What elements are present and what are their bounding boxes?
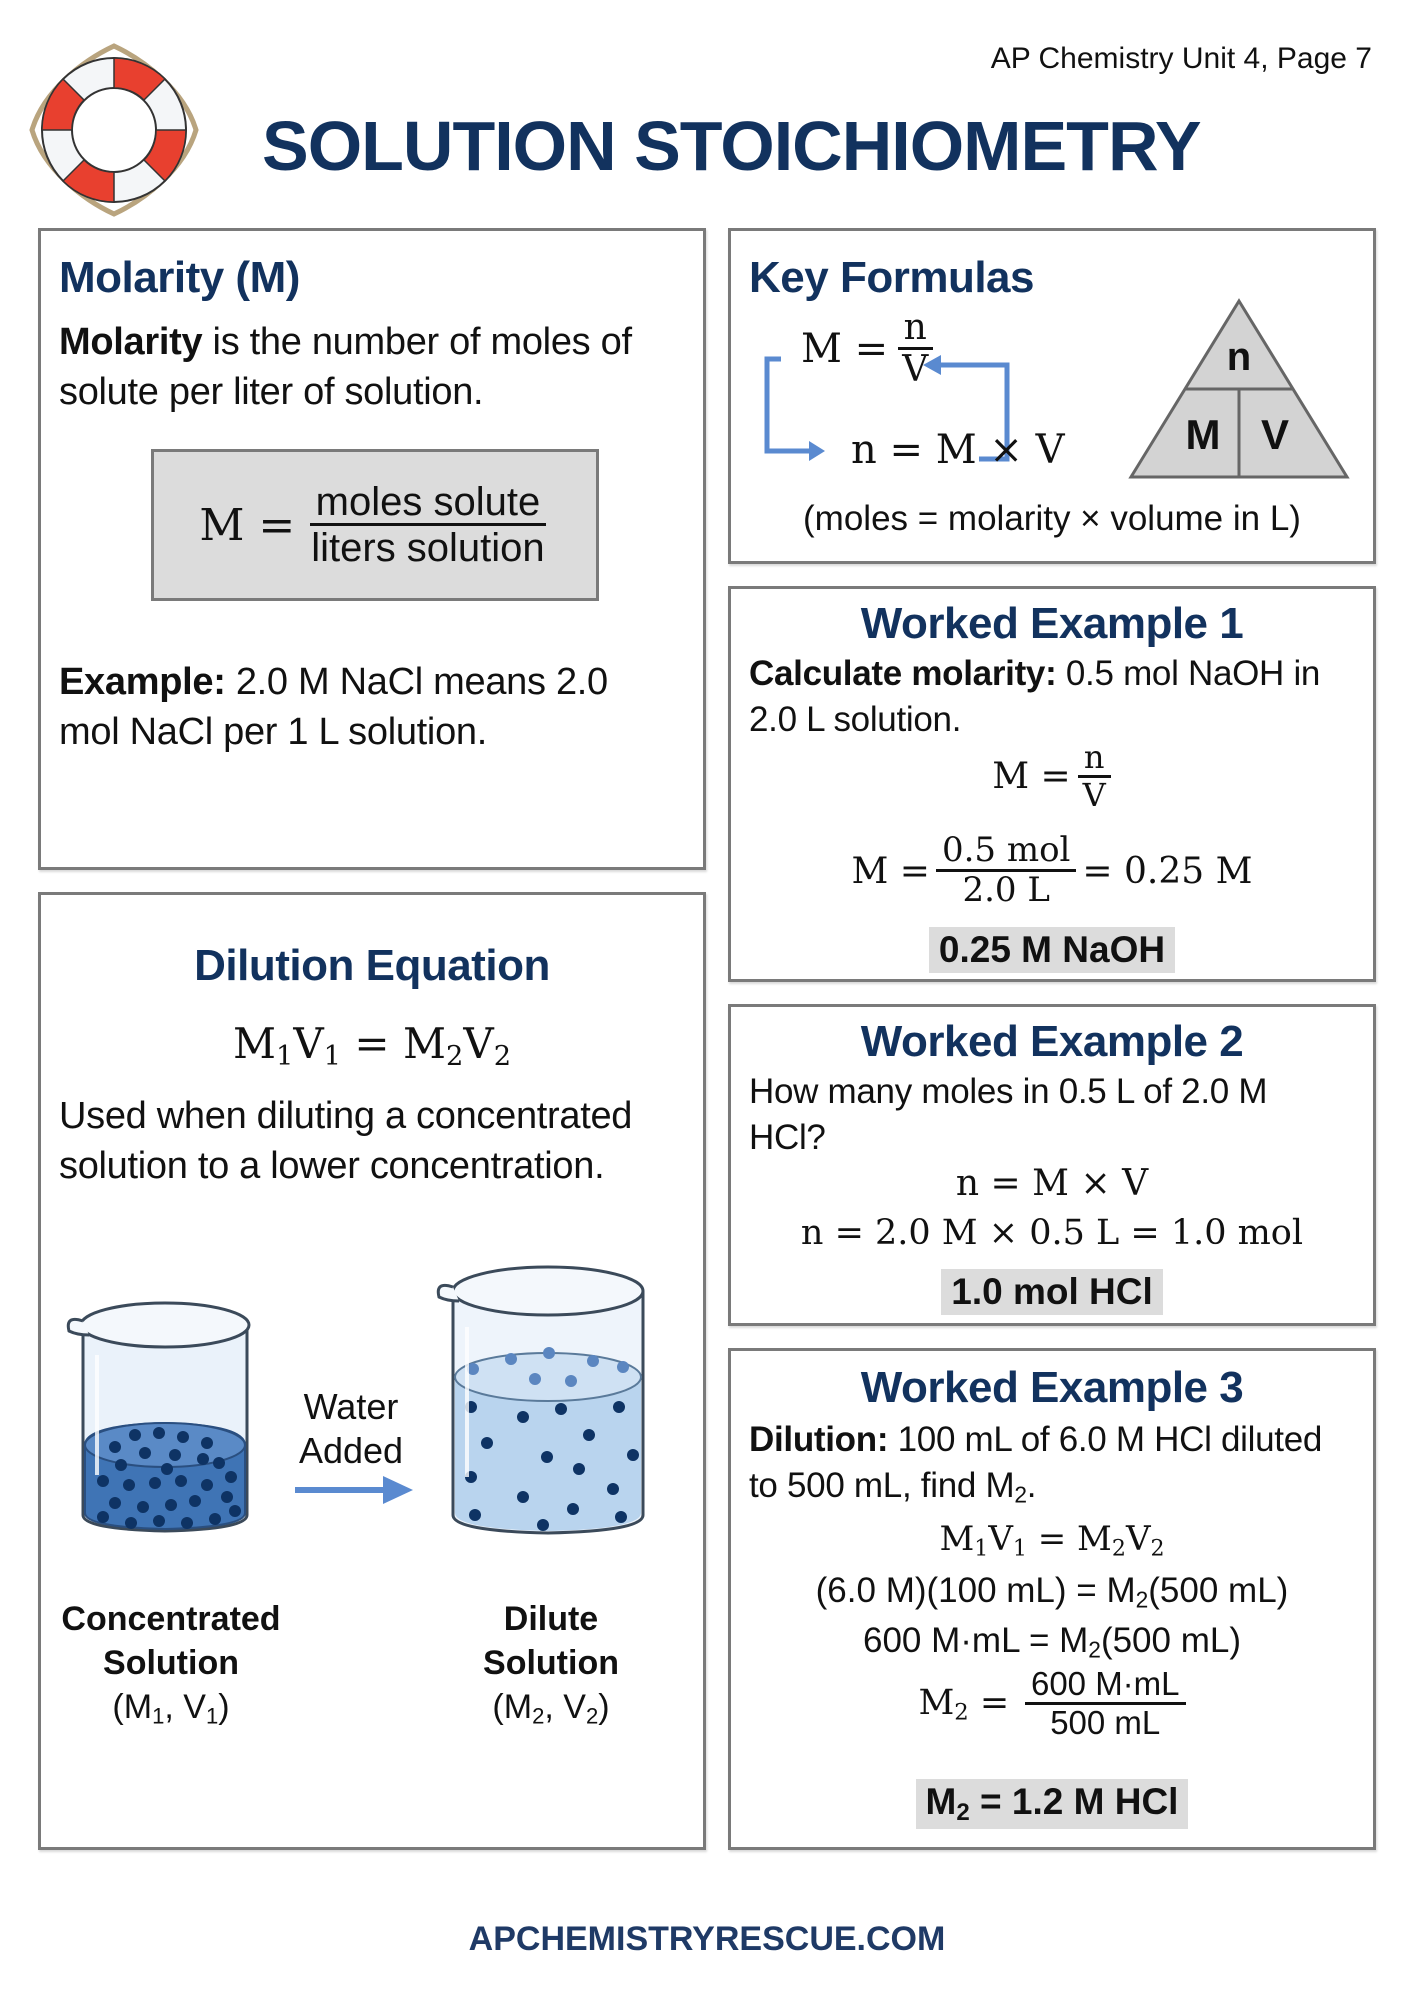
dilution-description: Used when diluting a concentrated solution to a lower concentration.: [59, 1095, 633, 1187]
definition-term: Molarity: [59, 321, 203, 363]
molarity-definition: Molarity is the number of moles of solute per liter of solution.: [59, 321, 632, 413]
example-3-step-3: 600 $M\cdot mL = M_2(500$ mL): [862, 1621, 1241, 1663]
molarity-panel: [38, 228, 706, 870]
example-1-prompt: Calculate molarity: 0.5 mol NaOH in 2.0 L solution.: [749, 654, 1321, 739]
example-2-answer: 1.0 mol HCl: [941, 1269, 1163, 1315]
dilute-vars: ($M_2$, $V_2$): [492, 1688, 610, 1729]
page-reference: AP Chemistry Unit 4, Page 7: [990, 42, 1372, 75]
example-3-step-1: $M_1V_1 = M_2V_2$: [939, 1519, 1165, 1562]
molarity-formula-box: M = $\frac{\text{moles solute}}{\text{liters solution}}$: [151, 449, 599, 601]
dilute-beaker-icon: [423, 1257, 673, 1537]
example-1-step-2: M = $\frac{\text{0.5 mol}}{2.0 L}$ = 0.25 M: [851, 830, 1253, 910]
example-2-prompt: How many moles in 0.5 L of 2.0 M HCl?: [749, 1072, 1268, 1157]
example-2-step-2: n = 2.0 M × 0.5 L = 1.0 mol: [800, 1213, 1304, 1253]
key-formulas-panel: [728, 228, 1376, 564]
formula-molarity: M = $\frac{n}{V}$: [801, 309, 934, 389]
molarity-fraction: $\frac{\text{moles solute}}{\text{liters solution}}$: [311, 479, 545, 570]
key-formulas-heading: Key Formulas: [749, 253, 1034, 302]
example-3-prompt: Dilution: 100 mL of 6.0 M HCl diluted to 500 mL, find $M_2$.: [749, 1420, 1323, 1508]
worked-example-2: Worked Example 2 How many moles in 0.5 L of 2.0 M HCl? n = M × V n = 2.0 M × 0.5 L = 1.0 mol 1.0 mol HCl: [728, 1004, 1376, 1326]
example-2-step-1: n = M × V: [955, 1163, 1149, 1204]
example-3-step-4: $M_2$ = $\frac{600 M\cdot mL}{500 mL}$: [731, 1667, 1373, 1741]
dilution-equation: $M_1V_1 = M_2V_2$: [232, 1019, 512, 1072]
worked-example-3: Worked Example 3 Dilution: 100 mL of 6.0 M HCl diluted to 500 mL, find $M_2$. $M_1V_1 = M_2V_2$ (6.0 M)(100 $mL) = M_2(500$ mL) 600 $M\cdot mL = M_2(500$ mL) $M_2$ = $\frac{600 M\cdot mL}{500 mL}$ $M_2 = 1.2$ M HCl: [728, 1348, 1376, 1850]
example-3-step-2: (6.0 M)(100 $mL) = M_2(500$ mL): [815, 1571, 1289, 1613]
formula-note: (moles = molarity × volume in L): [803, 499, 1301, 538]
example-1-step-1: M = $\frac{n}{V}$: [731, 741, 1373, 813]
example-3-answer: $M_2 = 1.2$ M HCl: [916, 1779, 1189, 1829]
molarity-example: Example: 2.0 M NaCl means 2.0 mol NaCl per 1 L solution.: [59, 661, 608, 753]
nmv-triangle-icon: n M V: [1127, 297, 1351, 483]
concentrated-vars: ($M_1$, $V_1$): [112, 1688, 230, 1729]
example-1-answer: 0.25 M NaOH: [929, 927, 1175, 973]
page-title: SOLUTION STOICHIOMETRY: [262, 107, 1201, 185]
dilution-panel: [38, 892, 706, 1850]
dilution-heading: Dilution Equation: [194, 941, 550, 990]
footer-site: APCHEMISTRYRESCUE.COM: [468, 1920, 946, 1958]
life-ring-icon: [24, 40, 204, 220]
concentrated-beaker-icon: [55, 1295, 285, 1535]
formula-moles: n = M × V: [851, 427, 1065, 473]
molarity-heading: Molarity (M): [59, 253, 300, 302]
right-arrow-icon: [295, 1473, 415, 1507]
water-added-label: Water Added: [298, 1386, 404, 1471]
dilute-caption: Dilute Solution ($M_2$, $V_2$): [441, 1597, 661, 1739]
concentrated-caption: Concentrated Solution ($M_1$, $V_1$): [41, 1597, 301, 1739]
worked-example-1: Worked Example 1 Calculate molarity: 0.5 mol NaOH in 2.0 L solution. M = $\frac{n}{V}$ M = $\frac{\text{0.5 mol}}{2.0 L}$ = 0.25 M 0.25 M NaOH: [728, 586, 1376, 982]
